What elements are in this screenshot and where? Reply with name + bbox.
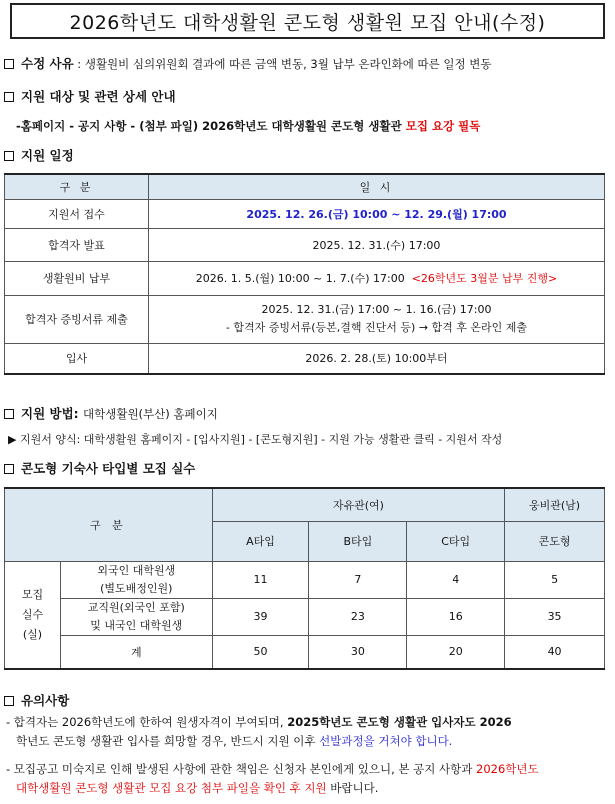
schedule-value — [149, 199, 605, 228]
revision-sep: : — [73, 57, 85, 71]
note-1-highlight: 선발과정을 거쳐야 합니다. — [319, 734, 453, 748]
quota-group-jayu: 자유관(여) — [212, 488, 504, 521]
notes-heading: 유의사항 — [21, 693, 70, 708]
method-text: 대학생활원(부산) 홈페이지 — [83, 407, 218, 421]
quota-type-c: C타입 — [407, 521, 505, 561]
schedule-label: 생활원비 납부 — [5, 261, 149, 295]
schedule-value-text: 2025. 12. 31.(금) 17:00 ~ 1. 16.(금) 17:00 — [261, 303, 492, 316]
quota-type-condo: 콘도형 — [505, 521, 605, 561]
note-2-text-2: 바랍니다. — [326, 781, 379, 795]
quota-cell: 23 — [309, 598, 407, 635]
schedule-heading: 지원 일정 — [21, 148, 74, 163]
quota-cell: 39 — [212, 598, 309, 635]
page-title: 2026학년도 대학생활원 콘도형 생활원 모집 안내(수정) — [10, 3, 605, 39]
revision-section — [4, 54, 492, 72]
quota-row-label-line: 교직원(외국인 포함) — [87, 600, 185, 614]
target-heading: 지원 대상 및 관련 상세 안내 — [21, 89, 176, 104]
schedule-note: <26학년도 3월분 납부 진행> — [411, 272, 558, 285]
checkbox-icon — [4, 92, 14, 102]
note-1 — [6, 713, 606, 751]
quota-cell: 7 — [309, 561, 407, 598]
note-1-text-2: 학년도 콘도형 생활관 입사를 희망할 경우, 반드시 지원 이후 — [16, 734, 320, 748]
schedule-value-text-2: - 합격자 증빙서류(등본,결핵 진단서 등) → 합격 후 온라인 제출 — [225, 321, 528, 334]
target-section — [4, 87, 176, 105]
schedule-value: 2026. 2. 28.(토) 10:00부터 — [149, 343, 605, 374]
schedule-value-text: 2025. 12. 26.(금) 10:00 ~ 12. 29.(월) 17:00 — [246, 207, 507, 221]
method-detail: ▶ 지원서 양식: 대학생활원 홈페이지 - [입사지원] - [콘도형지원] - 지원 가능 생활관 클릭 - 지원서 작성 — [8, 433, 503, 446]
note-2 — [6, 760, 606, 798]
quota-cell: 35 — [505, 598, 605, 635]
quota-row-label-line: 및 내국인 대학원생 — [90, 618, 183, 632]
schedule-section — [4, 146, 74, 164]
quota-row-group-line: 모집 — [21, 587, 44, 601]
quota-row-label: 계 — [60, 635, 212, 669]
table-row — [5, 261, 605, 295]
quota-cell: 40 — [505, 635, 605, 669]
quota-type-b: B타입 — [309, 521, 407, 561]
checkbox-icon — [4, 59, 14, 69]
schedule-label: 입사 — [5, 343, 149, 374]
note-2-highlight: 2026학년도 — [476, 762, 539, 776]
schedule-value — [149, 261, 605, 295]
quota-cell: 20 — [407, 635, 505, 669]
target-detail — [16, 118, 480, 134]
table-row — [5, 635, 605, 669]
quota-heading: 콘도형 기숙사 타입별 모집 실수 — [21, 461, 196, 476]
quota-cell: 5 — [505, 561, 605, 598]
schedule-label: 지원서 접수 — [5, 199, 149, 228]
schedule-value-text: 2026. 1. 5.(월) 10:00 ~ 1. 7.(수) 17:00 — [195, 272, 405, 285]
quota-row-group-line: (실) — [22, 627, 43, 641]
checkbox-icon — [4, 409, 14, 419]
quota-cell: 30 — [309, 635, 407, 669]
note-1-text: - 합격자는 2026학년도에 한하여 원생자격이 부여되며, — [6, 715, 288, 729]
quota-cell: 4 — [407, 561, 505, 598]
schedule-label: 합격자 발표 — [5, 228, 149, 261]
table-row — [5, 228, 605, 261]
note-1-bold: 2025학년도 콘도형 생활관 입사자도 2026 — [287, 715, 512, 729]
quota-row-label — [60, 561, 212, 598]
quota-row-label-line: 외국인 대학원생 — [97, 563, 176, 577]
quota-section — [4, 459, 195, 477]
quota-table — [4, 487, 605, 670]
schedule-table — [4, 173, 605, 375]
schedule-value: 2025. 12. 31.(수) 17:00 — [149, 228, 605, 261]
quota-row-label-line: (별도배정인원) — [100, 581, 173, 595]
schedule-col-category: 구 분 — [5, 174, 149, 199]
revision-text: 생활원비 심의위원회 결과에 따른 금액 변동, 3월 납부 온라인화에 따른 일정 변동 — [84, 57, 492, 71]
schedule-col-date: 일 시 — [149, 174, 605, 199]
schedule-label: 합격자 증빙서류 제출 — [5, 295, 149, 343]
revision-heading: 수정 사유 — [21, 56, 74, 71]
quota-cell: 16 — [407, 598, 505, 635]
table-row — [5, 199, 605, 228]
table-row — [5, 561, 605, 598]
quota-cell: 11 — [212, 561, 309, 598]
notes-section — [4, 691, 69, 709]
method-heading: 지원 방법 — [21, 406, 74, 421]
quota-group-ungbi: 웅비관(남) — [505, 488, 605, 521]
note-2-text: - 모집공고 미숙지로 인해 발생된 사항에 관한 책임은 신청자 본인에게 있으니, 본 공지 사항과 — [6, 762, 477, 776]
checkbox-icon — [4, 696, 14, 706]
table-row — [5, 343, 605, 374]
quota-row-group — [5, 561, 61, 669]
checkbox-icon — [4, 464, 14, 474]
quota-row-group-line: 실수 — [21, 607, 44, 621]
quota-col-category — [5, 488, 213, 561]
quota-row-label — [60, 598, 212, 635]
table-row — [5, 598, 605, 635]
quota-col-category-text: 구 분 — [89, 518, 127, 532]
table-row — [5, 295, 605, 343]
method-colon: : — [73, 406, 84, 421]
target-highlight: 모집 요강 필독 — [405, 119, 481, 133]
checkbox-icon — [4, 151, 14, 161]
method-section — [4, 404, 218, 422]
quota-cell: 50 — [212, 635, 309, 669]
target-text: -홈페이지 - 공지 사항 - (첨부 파일) 2026학년도 대학생활원 콘도형 생활관 — [16, 119, 406, 133]
schedule-value — [149, 295, 605, 343]
note-2-highlight-2: 대학생활원 콘도형 생활관 모집 요강 첨부 파일을 확인 후 지원 — [16, 781, 327, 795]
quota-type-a: A타입 — [212, 521, 309, 561]
